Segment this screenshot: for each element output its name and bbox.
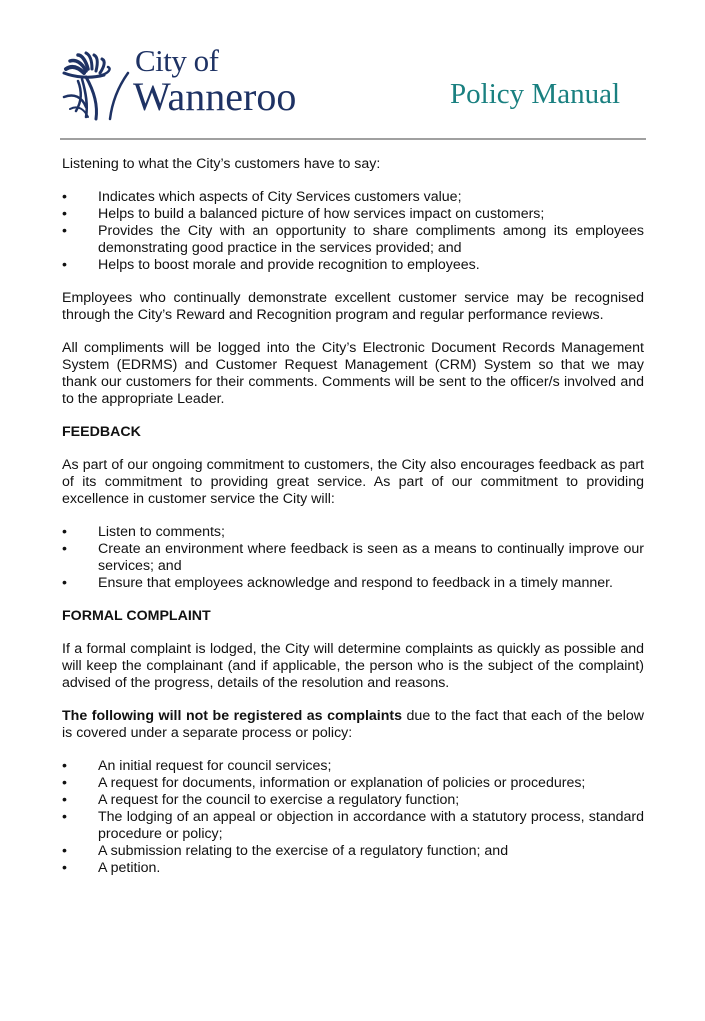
- bullet-icon: •: [62, 257, 67, 273]
- list-item: • A request for documents, information or explanation of policies or procedures;: [62, 775, 586, 791]
- kangaroo-paw-logo-icon: [60, 47, 140, 122]
- bullet-icon: •: [62, 809, 67, 825]
- list-item: • Create an environment where feedback is seen as a means to continually improve our services; and: [62, 541, 644, 574]
- intro-paragraph: Listening to what the City’s customers have to say:: [62, 156, 381, 172]
- feedback-bullet-list: [62, 524, 644, 592]
- list-item: • A request for the council to exercise a regulatory function;: [62, 792, 460, 808]
- bullet-icon: •: [62, 575, 67, 591]
- logo-text-wanneroo: Wanneroo: [133, 74, 297, 119]
- city-of-wanneroo-logo: [60, 43, 320, 122]
- list-item: • The lodging of an appeal or objection in accordance with a statutory process, standard procedure or policy;: [62, 809, 644, 842]
- list-item: • An initial request for council services;: [62, 758, 332, 774]
- policy-manual-title: Policy Manual: [450, 78, 620, 110]
- compliments-paragraph: All compliments will be logged into the City’s Electronic Document Records Management System (EDRMS) and Customer Request Management (CRM) System so that we may thank our customers for their comments. Comments will be sent to the officer/s involved and to the appropriate Leader.: [62, 340, 644, 407]
- bullet-icon: •: [62, 860, 67, 876]
- bullet-icon: •: [62, 223, 67, 239]
- list-item: • Provides the City with an opportunity to share compliments among its employees demonstrating good practice in the services provided; and: [62, 223, 644, 256]
- page-header: [0, 0, 705, 140]
- header-divider: [60, 138, 646, 140]
- intro-bullet-list: [62, 189, 644, 274]
- bullet-icon: •: [62, 843, 67, 859]
- bullet-icon: •: [62, 189, 67, 205]
- bullet-icon: •: [62, 775, 67, 791]
- list-item: • A submission relating to the exercise of a regulatory function; and: [62, 843, 509, 859]
- document-body: [62, 156, 644, 893]
- list-item: • Helps to build a balanced picture of how services impact on customers;: [62, 206, 545, 222]
- exclusions-rest: due to the fact that each of the below is covered under a separate process or policy:: [62, 708, 644, 741]
- feedback-heading: FEEDBACK: [62, 424, 141, 440]
- list-item: • Helps to boost morale and provide recognition to employees.: [62, 257, 480, 273]
- logo-text-city-of: City of: [135, 43, 219, 78]
- exclusions-bold-lead: The following will not be registered as complaints: [62, 708, 402, 724]
- list-item: • A petition.: [62, 860, 161, 876]
- bullet-icon: •: [62, 792, 67, 808]
- formal-complaint-paragraph: If a formal complaint is lodged, the City will determine complaints as quickly as possible and will keep the complainant (and if applicable, the person who is the subject of the complaint) advised of the progress, details of the resolution and reasons.: [62, 641, 644, 691]
- exclusions-paragraph: [62, 708, 644, 742]
- exclusions-bullet-list: [62, 758, 644, 877]
- list-item: • Listen to comments;: [62, 524, 225, 540]
- recognition-paragraph: Employees who continually demonstrate excellent customer service may be recognised through the City’s Reward and Recognition program and regular performance reviews.: [62, 290, 644, 323]
- bullet-icon: •: [62, 524, 67, 540]
- list-item: • Ensure that employees acknowledge and respond to feedback in a timely manner.: [62, 575, 614, 591]
- list-item: • Indicates which aspects of City Services customers value;: [62, 189, 462, 205]
- bullet-icon: •: [62, 541, 67, 557]
- bullet-icon: •: [62, 206, 67, 222]
- formal-complaint-heading: FORMAL COMPLAINT: [62, 608, 211, 624]
- feedback-paragraph: As part of our ongoing commitment to customers, the City also encourages feedback as part of its commitment to providing great service. As part of our commitment to providing excellence in customer service the City will:: [62, 457, 644, 507]
- bullet-icon: •: [62, 758, 67, 774]
